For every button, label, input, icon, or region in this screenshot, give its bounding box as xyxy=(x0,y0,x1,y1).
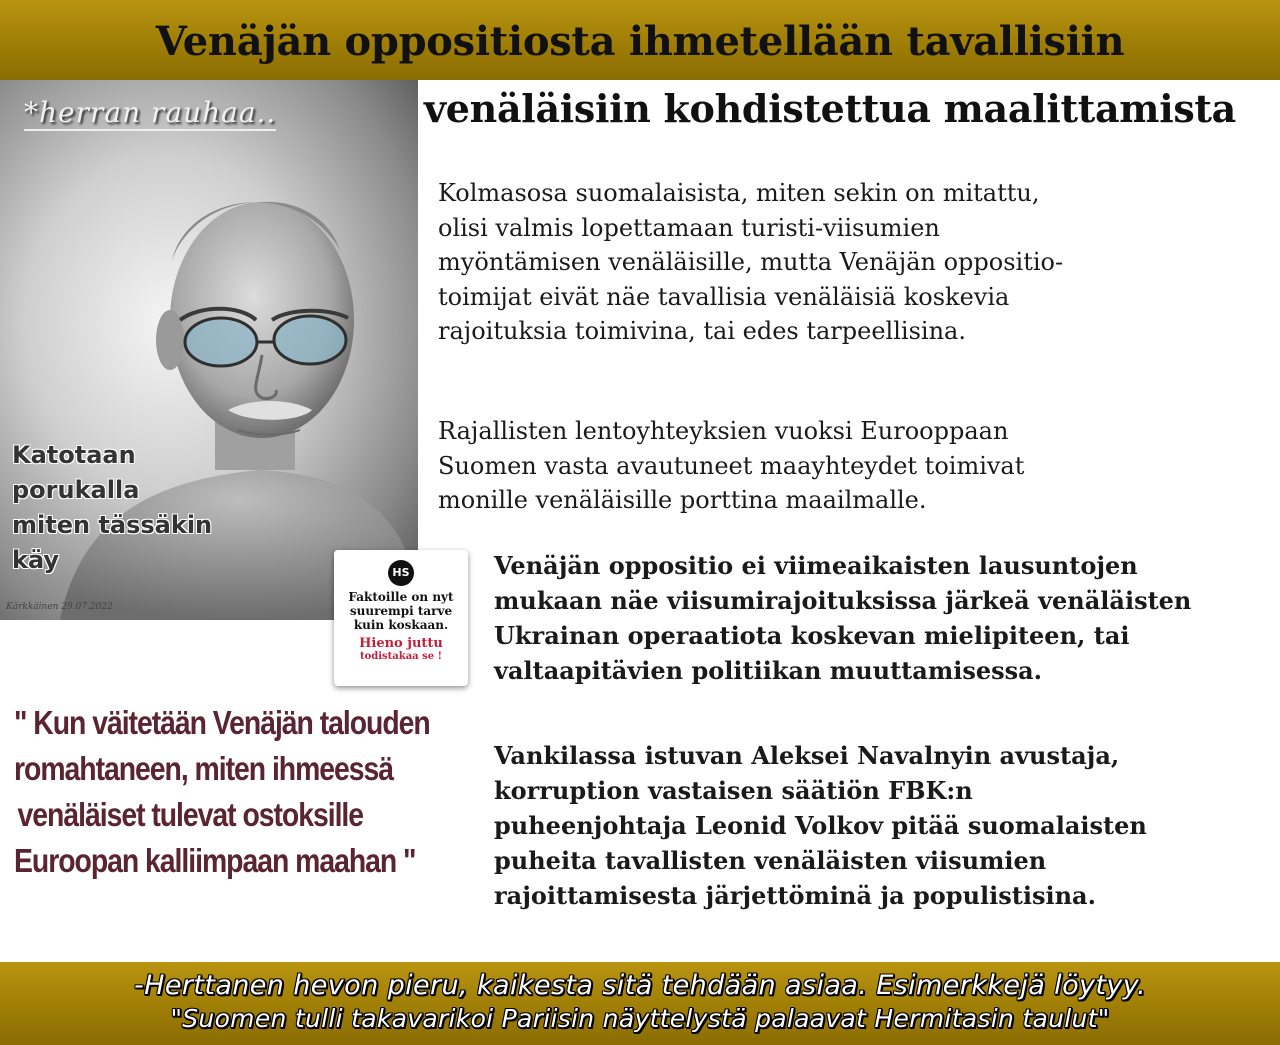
photo-caption-line: käy xyxy=(12,546,60,574)
paragraph-line: Suomen vasta avautuneet maayhteydet toimivat xyxy=(438,451,1025,480)
paragraph-line: Vankilassa istuvan Aleksei Navalnyin avustaja, xyxy=(494,741,1120,770)
hs-card-text: Faktoille on nyt suurempi tarve kuin koskaan. xyxy=(348,590,454,632)
hs-card-subtext: todistakaa se ! xyxy=(359,651,443,662)
footer-comment-line-2: "Suomen tulli takavarikoi Pariisin näyttelystä palaavat Hermitasin taulut" xyxy=(170,1004,1110,1033)
photo-caption-line: miten tässäkin xyxy=(12,511,213,539)
hs-fact-card xyxy=(334,550,468,686)
watermark-text: *herran rauhaa.. xyxy=(24,96,277,129)
photo-caption-line: porukalla xyxy=(12,476,140,504)
quote-line: Euroopan kalliimpaan maahan " xyxy=(14,842,416,879)
paragraph-line: Kolmasosa suomalaisista, miten sekin on mitattu, xyxy=(438,179,1040,207)
portrait-photo-panel xyxy=(0,80,418,620)
pull-quote xyxy=(14,700,430,884)
article-paragraph-2 xyxy=(438,414,1268,518)
paragraph-line: puheita tavallisten venäläisten viisumien xyxy=(494,846,1047,875)
paragraph-line: rajoittamisesta järjettöminä ja populistisina. xyxy=(494,881,1096,910)
paragraph-line: olisi valmis lopettamaan turisti-viisumien xyxy=(438,213,940,242)
artist-signature: Kärkkäinen 29.07.2022 xyxy=(6,602,113,612)
quote-line: romahtaneen, miten ihmeessä xyxy=(14,750,394,787)
paragraph-line: Rajallisten lentoyhteyksien vuoksi Eurooppaan xyxy=(438,417,1009,445)
hs-logo-icon: HS xyxy=(388,560,414,586)
paragraph-line: rajoituksia toimivina, tai edes tarpeellisina. xyxy=(438,317,966,345)
photo-caption-line: Katotaan xyxy=(12,441,136,469)
paragraph-line: korruption vastaisen säätiön FBK:n xyxy=(494,776,973,805)
paragraph-line: toimijat eivät näe tavallisia venäläisiä koskevia xyxy=(438,282,1010,311)
paragraph-line: puheenjohtaja Leonid Volkov pitää suomalaisten xyxy=(494,811,1147,840)
quote-line: venäläiset tulevat ostoksille xyxy=(17,796,364,833)
paragraph-line: valtaapitävien politiikan muuttamisessa. xyxy=(494,656,1043,685)
photo-caption xyxy=(12,438,212,578)
paragraph-line: mukaan näe viisumirajoituksissa järkeä venäläisten xyxy=(494,586,1192,615)
quote-line: " Kun väitetään Venäjän talouden xyxy=(14,704,430,741)
article-paragraph-4 xyxy=(494,738,1274,913)
hs-card-highlight: Hieno juttu xyxy=(359,636,443,651)
paragraph-line: Venäjän oppositio ei viimeaikaisten lausuntojen xyxy=(494,551,1138,580)
article-paragraph-3 xyxy=(494,548,1274,688)
article-paragraph-1 xyxy=(438,176,1268,349)
paragraph-line: Ukrainan operaatiota koskevan mielipiteen, tai xyxy=(494,621,1130,650)
paragraph-line: monille venäläisille porttina maailmalle. xyxy=(438,486,927,514)
paragraph-line: myöntämisen venäläisille, mutta Venäjän oppositio- xyxy=(438,248,1064,276)
footer-comment-line-1: -Herttanen hevon pieru, kaikesta sitä tehdään asiaa. Esimerkkejä löytyy. xyxy=(133,970,1147,1001)
headline-line-1: Venäjän oppositiosta ihmetellään tavallisiin xyxy=(155,18,1125,65)
headline-line-2: venäläisiin kohdistettua maalittamista xyxy=(424,86,1237,131)
